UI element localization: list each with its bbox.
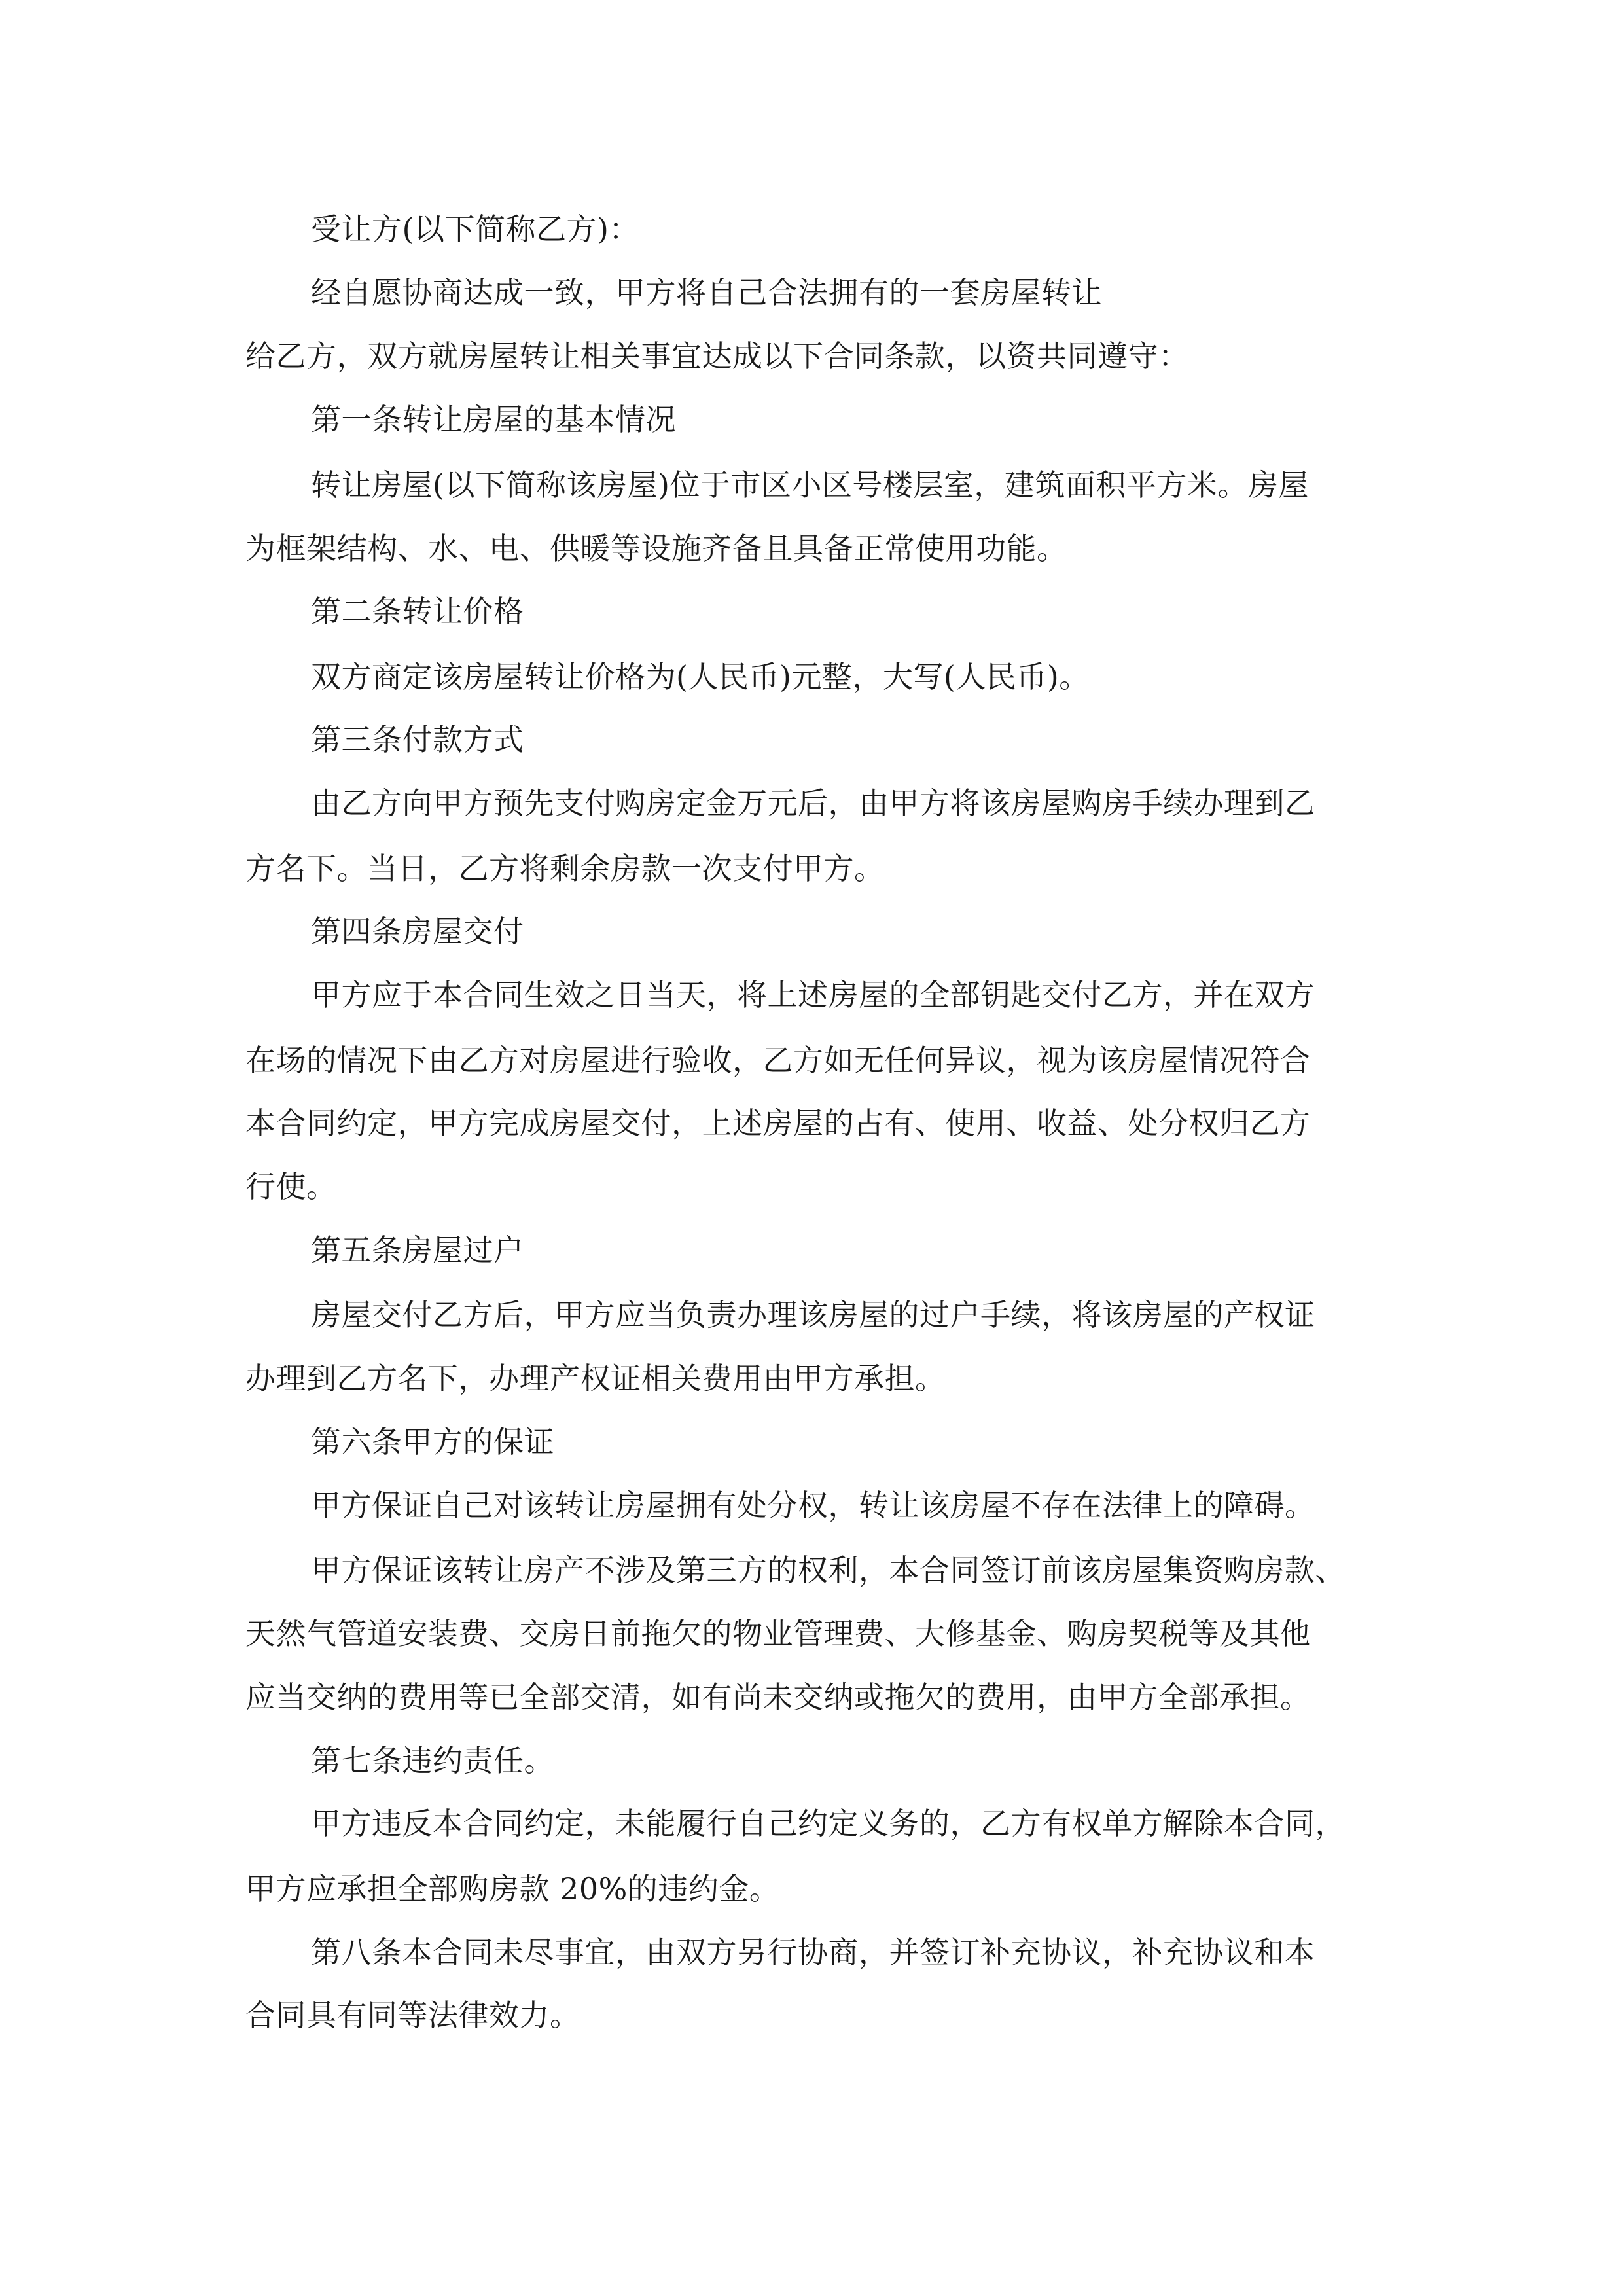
text-line: 受让方(以下简称乙方)： — [311, 211, 639, 247]
text-line: 为框架结构、水、电、供暖等设施齐备且具备正常使用功能。 — [245, 531, 1067, 566]
article-heading: 第七条违约责任。 — [311, 1743, 554, 1778]
text-line: 转让房屋(以下简称该房屋)位于市区小区号楼层室，建筑面积平方米。房屋 — [311, 467, 1309, 503]
text-line: 办理到乙方名下，办理产权证相关费用由甲方承担。 — [245, 1361, 946, 1396]
text-line: 第八条本合同未尽事宜，由双方另行协商，并签订补充协议，补充协议和本 — [311, 1935, 1315, 1970]
text-line: 由乙方向甲方预先支付购房定金万元后，由甲方将该房屋购房手续办理到乙 — [311, 785, 1315, 821]
text-line: 甲方保证自己对该转让房屋拥有处分权，转让该房屋不存在法律上的障碍。 — [311, 1488, 1315, 1523]
article-heading: 第三条付款方式 — [311, 722, 524, 757]
text-line: 双方商定该房屋转让价格为(人民币)元整，大写(人民币)。 — [311, 659, 1090, 694]
text-line: 方名下。当日，乙方将剩余房款一次支付甲方。 — [245, 851, 885, 886]
text-line: 甲方应承担全部购房款 20%的违约金。 — [245, 1871, 780, 1907]
text-line: 甲方应于本合同生效之日当天，将上述房屋的全部钥匙交付乙方，并在双方 — [311, 977, 1315, 1013]
text-line: 给乙方，双方就房屋转让相关事宜达成以下合同条款，以资共同遵守： — [245, 338, 1189, 374]
text-line: 在场的情况下由乙方对房屋进行验收，乙方如无任何异议，视为该房屋情况符合 — [245, 1043, 1311, 1078]
article-heading: 第一条转让房屋的基本情况 — [311, 402, 676, 437]
text-line: 房屋交付乙方后，甲方应当负责办理该房屋的过户手续，将该房屋的产权证 — [311, 1297, 1315, 1333]
article-heading: 第二条转让价格 — [311, 594, 524, 629]
text-line: 经自愿协商达成一致，甲方将自己合法拥有的一套房屋转让 — [311, 275, 1102, 310]
text-line: 甲方违反本合同约定，未能履行自己约定义务的，乙方有权单方解除本合同， — [311, 1806, 1346, 1841]
text-line: 天然气管道安装费、交房日前拖欠的物业管理费、大修基金、购房契税等及其他 — [245, 1616, 1311, 1651]
article-heading: 第五条房屋过户 — [311, 1232, 524, 1268]
text-line: 应当交纳的费用等已全部交清，如有尚未交纳或拖欠的费用，由甲方全部承担。 — [245, 1679, 1311, 1715]
text-line: 合同具有同等法律效力。 — [245, 1998, 580, 2033]
article-heading: 第四条房屋交付 — [311, 914, 524, 949]
text-line: 甲方保证该转让房产不涉及第三方的权利，本合同签订前该房屋集资购房款、 — [311, 1552, 1346, 1588]
text-line: 本合同约定，甲方完成房屋交付，上述房屋的占有、使用、收益、处分权归乙方 — [245, 1105, 1311, 1141]
article-heading: 第六条甲方的保证 — [311, 1424, 554, 1460]
text-line: 行使。 — [245, 1169, 337, 1204]
